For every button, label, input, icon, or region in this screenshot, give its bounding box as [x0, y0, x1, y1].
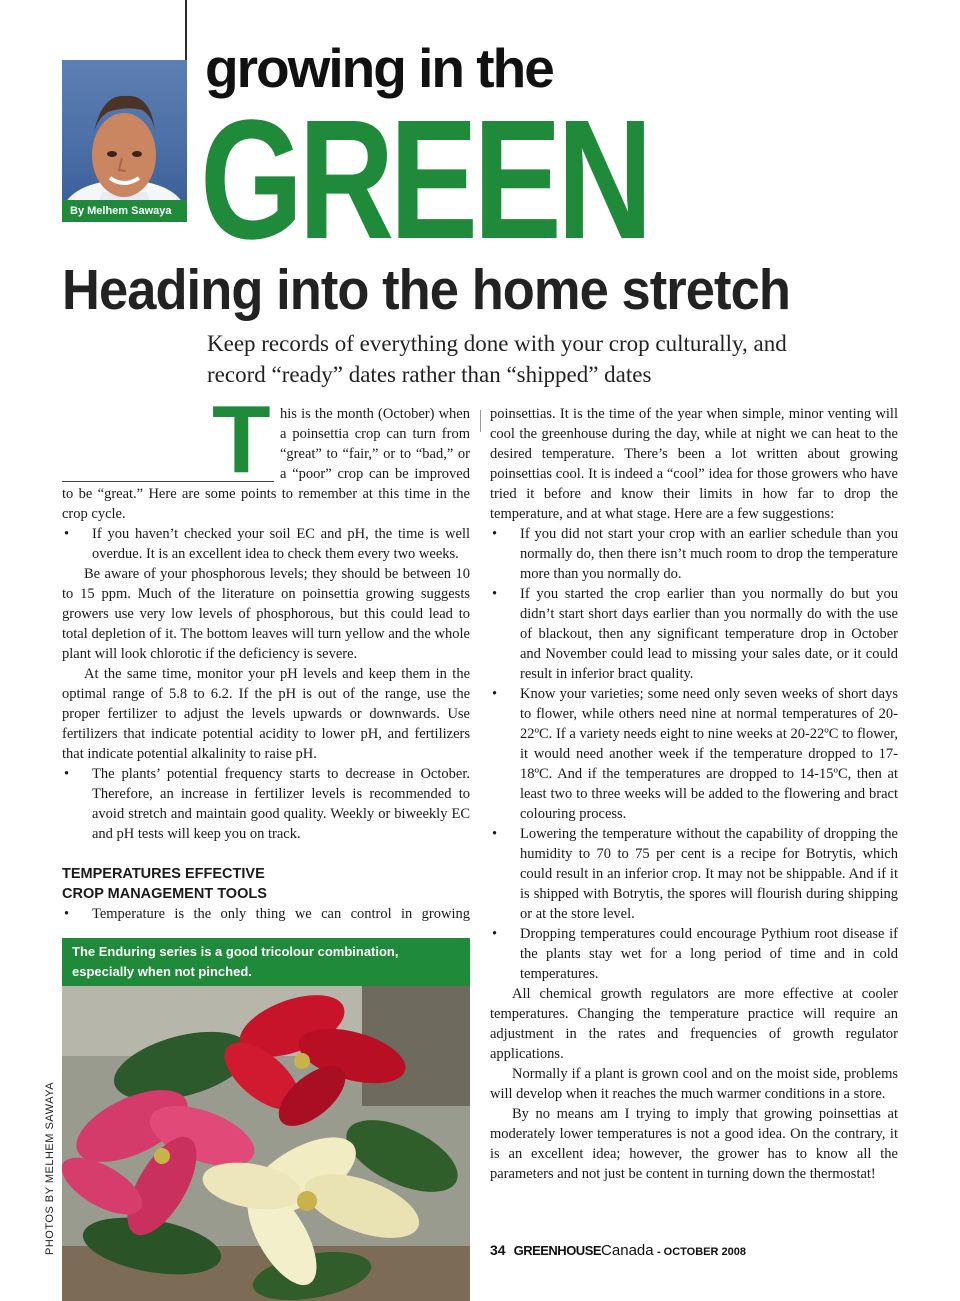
suggestion-item: • Lowering the temperature without the capability of dropping the humidity to 70 to 75 per cent is a recipe for Botrytis, which could result in an inferior crop. It may not be shippable. And if it is shipped with Botrytis, the spores will flourish during shipping or at the store level.: [490, 824, 898, 924]
suggestion-item: • Dropping temperatures could encourage Pythium root disease if the plants stay wet for a long period of time and in cold temperatures.: [490, 924, 898, 984]
intro-text: his is the month (October) when a poinsettia crop can turn from “great” to “fair,” or to “bad,” or a “poor” crop can be improved to be “great.” Here are some points to remember at this time in the crop cycle.: [62, 406, 470, 522]
article-headline: Heading into the home stretch: [62, 258, 790, 322]
paragraph-phosphorus: Be aware of your phosphorous levels; they should be between 10 to 15 ppm. Much of the literature on poinsettia growing suggests growers use very low levels of phosphorous, but this could lead to total depletion of it. The bottom leaves will turn yellow and the whole plant will look chlorotic if the deficiency is severe.: [62, 566, 470, 662]
left-column: [62, 386, 470, 924]
subheading: [62, 864, 470, 904]
bullet-ec-ph: • If you haven’t checked your soil EC and pH, the time is well overdue. It is an excellent idea to check them every two weeks.: [62, 524, 470, 564]
poinsettia-photo: [62, 986, 470, 1301]
column-name: growing in the: [205, 37, 553, 99]
column-name-green: GREEN: [200, 85, 649, 275]
photo-credit: PHOTOS BY MELHEM SAWAYA: [44, 1081, 56, 1255]
photo-caption: The Enduring series is a good tricolour combination, especially when not pinched.: [62, 938, 470, 986]
paragraph-closing: By no means am I trying to imply that growing poinsettias at moderately lower temperatures is not a good idea. On the contrary, it is an excellent idea; however, the grower has to know all the parameters and not just be content in turning down the thermostat!: [490, 1106, 898, 1182]
right-intro-paragraph: poinsettias. It is the time of the year when simple, minor venting will cool the greenhouse during the day, while at night we can heat to the desired temperature. There’s been a lot written about growing poinsettias cool. It is indeed a “cool” idea for those growers who have tried it before and know their limits in how far to drop the temperature, and at what stage. Here are a few suggestions:: [490, 406, 898, 522]
column-separator: [480, 410, 481, 432]
page-number: 34: [490, 1242, 506, 1258]
magazine-name: GREENHOUSE: [513, 1243, 602, 1258]
drop-cap: T: [212, 386, 271, 493]
magazine-name-suffix: Canada: [601, 1242, 654, 1259]
issue-date: - OCTOBER 2008: [656, 1246, 746, 1258]
subheading-line2: CROP MANAGEMENT TOOLS: [62, 886, 267, 902]
byline: By Melhem Sawaya: [62, 200, 187, 222]
suggestion-item: • If you did not start your crop with an earlier schedule than you normally do, then there isn’t much room to drop the temperature more than you normally do.: [490, 524, 898, 584]
suggestion-item: • Know your varieties; some need only seven weeks of short days to flower, while others need nine at normal temperatures of 20-22ºC. If a variety needs eight to nine weeks at 20-22ºC to flower, it would need another week if the temperature dropped to 17-18ºC. And if the temperatures are dropped to 14-15ºC, then at least two to three weeks will be added to the flowering and bract colouring process.: [490, 684, 898, 824]
bullet-temperature: • Temperature is the only thing we can control in growing: [62, 904, 470, 924]
right-column: [490, 404, 898, 1184]
paragraph-cool: Normally if a plant is grown cool and on the moist side, problems will develop when it reaches the much warmer conditions in a store.: [490, 1066, 898, 1102]
bullet-fertilizer: • The plants’ potential frequency starts to decrease in October. Therefore, an increase in fertilizer levels is recommended to avoid stretch and maintain good quality. Weekly or biweekly EC and pH tests will keep you on track.: [62, 764, 470, 844]
article-deck: Keep records of everything done with your crop culturally, and record “ready” dates rather than “shipped” dates: [207, 331, 787, 387]
subheading-line1: TEMPERATURES EFFECTIVE: [62, 866, 265, 882]
intro-paragraph: [62, 386, 470, 524]
author-photo: [62, 60, 187, 222]
paragraph-ph: At the same time, monitor your pH levels and keep them in the optimal range of 5.8 to 6.2. If the pH is out of the range, use the proper fertilizer to adjust the levels upwards or downwards. Use fertilizers that indicate potential acidity to lower pH, and fertilizers that indicate potential alkalinity to raise pH.: [62, 666, 470, 762]
paragraph-regulators: All chemical growth regulators are more effective at cooler temperatures. Changing the temperature practice will require an adjustment in the rates and frequencies of growth regulator applications.: [490, 986, 898, 1062]
page-footer: [490, 1242, 746, 1259]
suggestion-item: • If you started the crop earlier than you normally do but you didn’t start short days earlier than you normally do with the use of blackout, then any significant temperature drop in October and November could lead to missing your sales date, or it could result in inferior bract quality.: [490, 584, 898, 684]
